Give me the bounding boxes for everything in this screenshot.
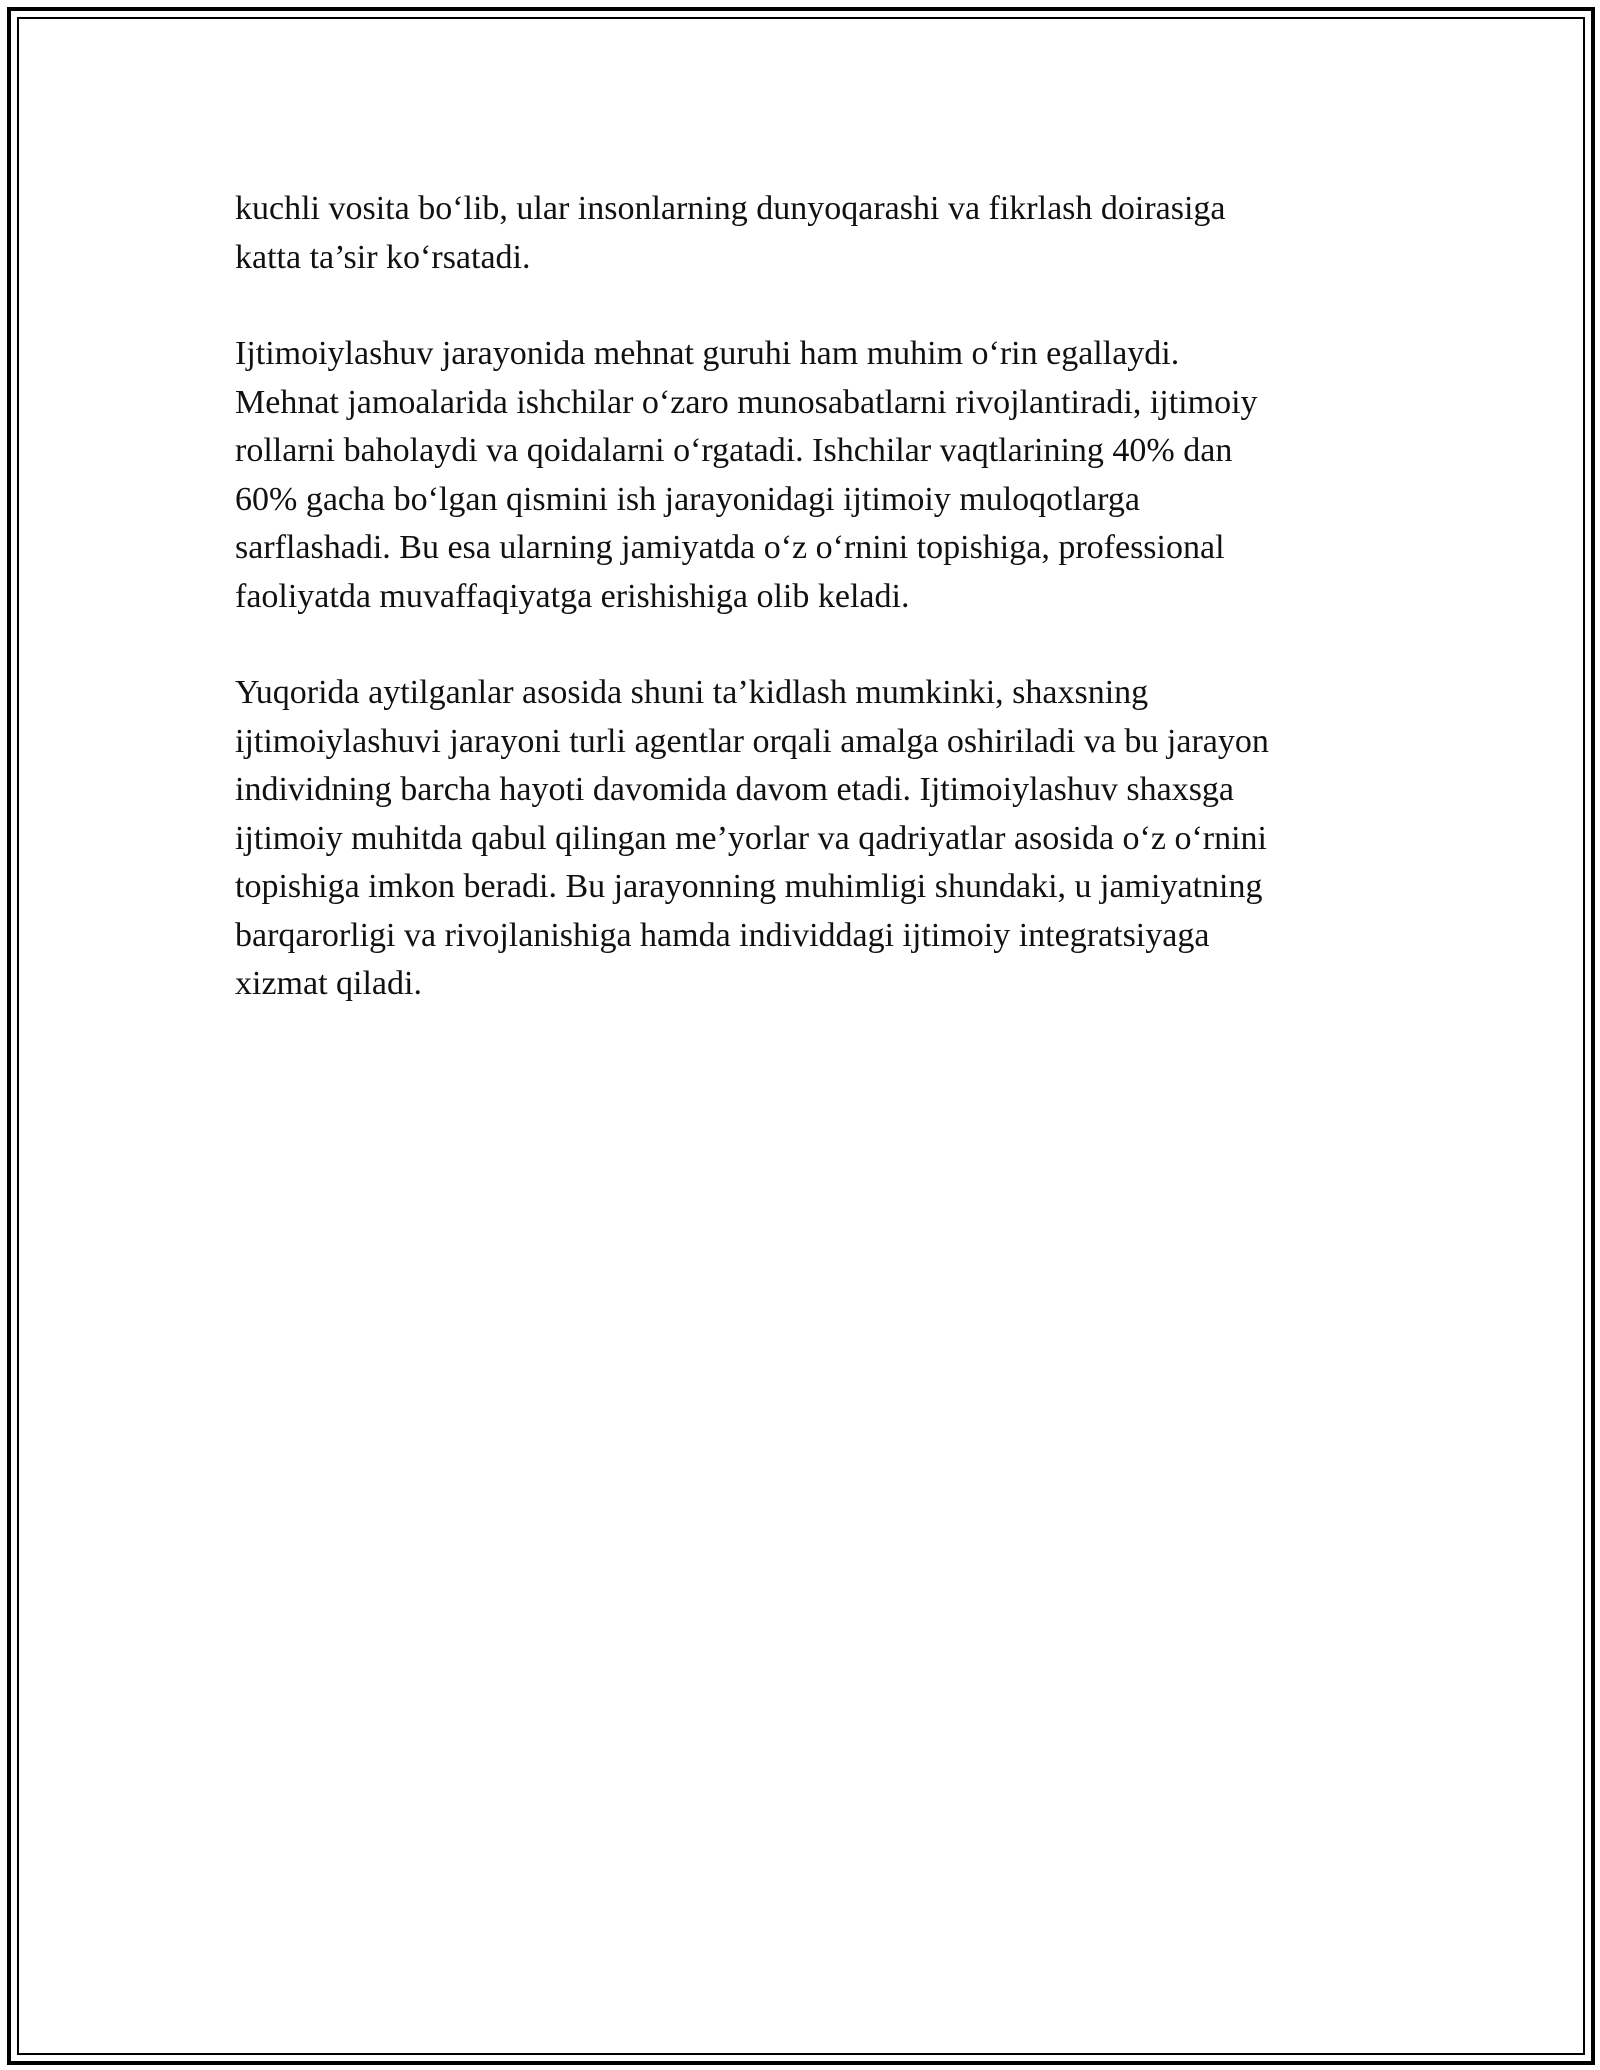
paragraph-1: kuchli vosita bo‘lib, ular insonlarning dunyoqarashi va fikrlash doirasiga katta ta’sir ko‘rsatadi.	[235, 190, 1226, 276]
paragraph-3: Yuqorida aytilganlar asosida shuni ta’kidlash mumkinki, shaxsning ijtimoiylashuvi jarayoni turli agentlar orqali amalga oshiriladi va bu jarayon individning barcha hayoti davomida davom etadi. Ijtimoiylashuv shaxsga ijtimoiy muhitda qabul qilingan me’yorlar va qadriyatlar asosida o‘z o‘rnini topishiga imkon beradi. Bu jarayonning muhimligi shundaki, u jamiyatning barqarorligi va rivojlanishiga hamda individdagi ijtimoiy integratsiyaga xizmat qiladi.	[235, 674, 1269, 1002]
document-body	[235, 185, 1385, 1057]
paragraph-2: Ijtimoiylashuv jarayonida mehnat guruhi ham muhim o‘rin egallaydi. Mehnat jamoalarida ishchilar o‘zaro munosabatlarni rivojlantiradi, ijtimoiy rollarni baholaydi va qoidalarni o‘rgatadi. Ishchilar vaqtlarining 40% dan 60% gacha bo‘lgan qismini ish jarayonidagi ijtimoiy muloqotlarga sarflashadi. Bu esa ularning jamiyatda o‘z o‘rnini topishiga, professional faoliyatda muvaffaqiyatga erishishiga olib keladi.	[235, 335, 1258, 615]
